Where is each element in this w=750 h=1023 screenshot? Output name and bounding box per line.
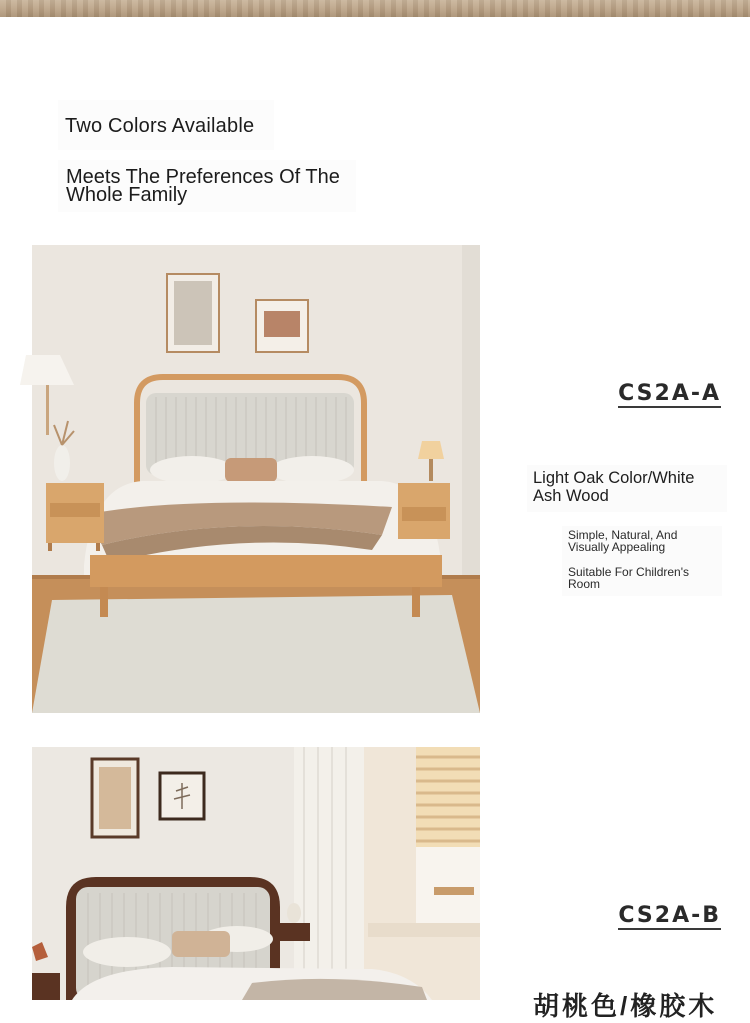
product-a-features	[562, 526, 722, 596]
feature-item	[568, 529, 722, 553]
partial-text: 胡桃色/橡胶木	[533, 991, 718, 1021]
bedroom-scene-walnut	[32, 747, 480, 1000]
product-a-code: CS2A-A	[618, 381, 721, 406]
feature-line-2: Visually Appealing	[568, 540, 666, 554]
product-b-color-description-partial	[533, 988, 733, 1021]
top-wood-banner	[0, 0, 750, 17]
subheadline-line-1: Meets The Preferences Of The	[66, 166, 340, 188]
product-b-code: CS2A-B	[618, 903, 721, 928]
subheadline-line-2: Whole Family	[66, 184, 188, 206]
product-a-color-description	[527, 465, 727, 512]
color-line-1: Light Oak Color/White	[533, 469, 695, 487]
product-a-photo	[32, 245, 480, 713]
bedroom-scene-oak	[32, 245, 480, 713]
product-b-photo	[32, 747, 480, 1000]
subheadline-family	[58, 160, 356, 212]
headline-text: Two Colors Available	[65, 115, 255, 137]
feature-line-2: Room	[568, 577, 601, 591]
feature-line-1: Simple, Natural, And	[568, 528, 678, 542]
color-line-2: Ash Wood	[533, 487, 609, 505]
headline-two-colors	[58, 100, 274, 150]
feature-item	[568, 566, 722, 590]
feature-line-1: Suitable For Children's	[568, 565, 690, 579]
